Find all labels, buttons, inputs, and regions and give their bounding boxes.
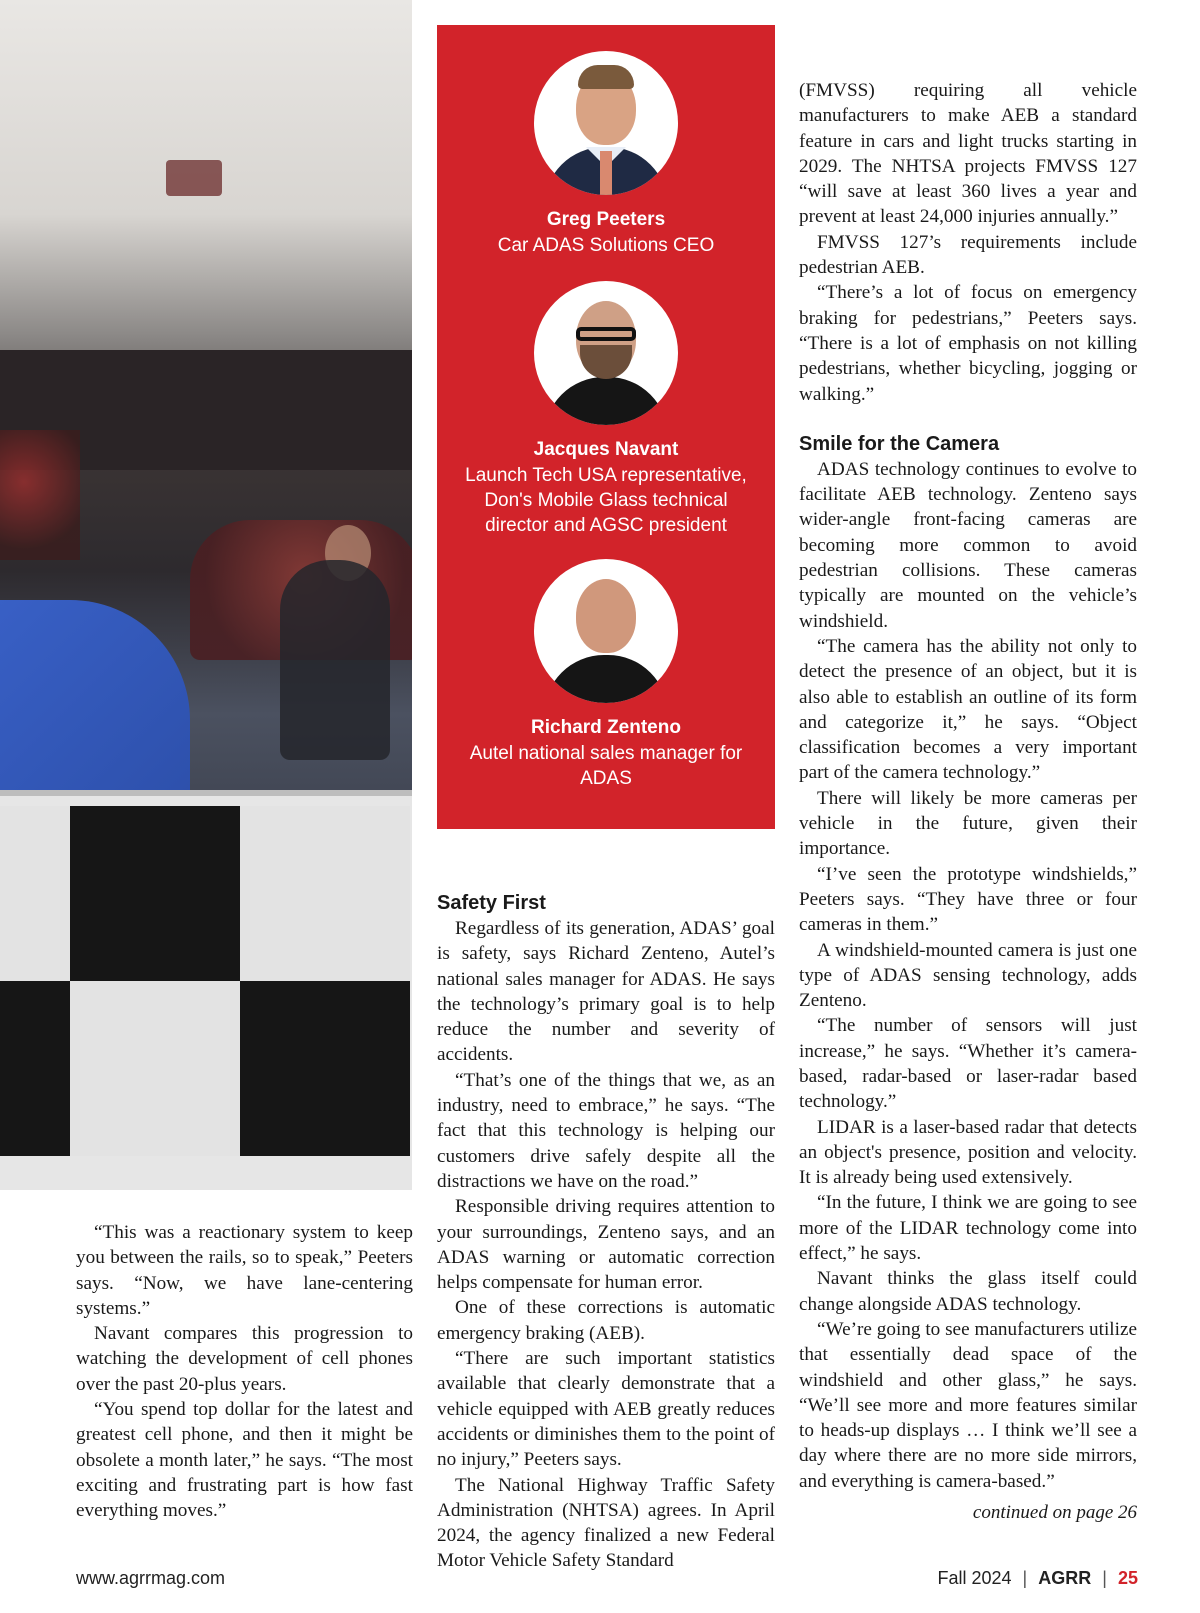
profile-name: Richard Zenteno (531, 717, 681, 738)
headshot-photo (534, 559, 678, 703)
profile-title: Launch Tech USA representative, Don's Mobile Glass technical director and AGSC president (465, 465, 747, 536)
body-paragraph: Regardless of its generation, ADAS’ goal is safety, says Richard Zenteno, Autel’s national sales manager for ADAS. He says the technology’s primary goal is to help reduce the number and severity of accidents. (437, 918, 775, 1066)
article-column-3 (799, 78, 1137, 1525)
body-paragraph: “You spend top dollar for the latest and greatest cell phone, and then it might be obsolete a month later,” he says. “The most exciting and frustrating part is how fast everything moves.” (76, 1399, 413, 1522)
body-paragraph: ADAS technology continues to evolve to facilitate AEB technology. Zenteno says wider-angle front-facing cameras are becoming more common to avoid pedestrian collisions. These cameras typically are mounted on the vehicle’s windshield. (799, 458, 1137, 632)
profile-title: Autel national sales manager for ADAS (469, 743, 743, 789)
body-paragraph: “This was a reactionary system to keep you between the rails, so to speak,” Peeters says. “Now, we have lane-centering systems.” (76, 1222, 413, 1319)
body-paragraph: “We’re going to see manufacturers utilize that essentially dead space of the windshield and other glass,” he says. “We’ll see more and more features similar to heads-up displays … I think we’ll see a day where there are no more side mirrors, and everything is camera-based.” (799, 1318, 1137, 1492)
body-paragraph: “There are such important statistics available that clearly demonstrate that a vehicle equipped with AEB greatly reduces accidents or diminishes them to the point of no injury,” Peeters says. (437, 1348, 775, 1471)
magazine-brand: AGRR (1038, 1568, 1092, 1588)
profile-name: Jacques Navant (533, 439, 679, 460)
footer-page-info (937, 1568, 1138, 1589)
body-paragraph: A windshield-mounted camera is just one type of ADAS sensing technology, adds Zenteno. (799, 939, 1137, 1012)
body-paragraph: FMVSS 127’s requirements include pedestrian AEB. (799, 231, 1137, 279)
hair-graphic (578, 65, 634, 89)
footer-url: www.agrrmag.com (76, 1568, 226, 1588)
section-heading: Safety First (437, 892, 546, 914)
headshot-photo (534, 281, 678, 425)
profiles-sidebar (437, 25, 775, 829)
checker-square (0, 806, 70, 981)
checker-square (0, 981, 70, 1156)
profile-jacques-navant (437, 281, 775, 538)
body-paragraph: LIDAR is a laser-based radar that detects an object's presence, position and velocity. It is already being used extensively. (799, 1116, 1137, 1189)
checker-square (70, 981, 240, 1156)
section-heading: Smile for the Camera (799, 432, 1000, 455)
calibration-target-board (0, 790, 412, 1190)
person-graphic (280, 560, 390, 760)
car-graphic (0, 430, 80, 560)
checker-square (70, 806, 240, 981)
body-paragraph: (FMVSS) requiring all vehicle manufacturers to make AEB a standard feature in cars and light trucks starting in 2029. The NHTSA projects FMVSS 127 “will save at least 360 lives a year and prevent at least 24,000 injuries annually.” (799, 80, 1137, 228)
body-paragraph: “The number of sensors will just increase,” he says. “Whether it’s camera-based, radar-based or laser-radar based technology.” (799, 1015, 1137, 1113)
profile-greg-peeters (437, 51, 775, 258)
profile-title: Car ADAS Solutions CEO (497, 235, 715, 256)
shirt-graphic (544, 377, 668, 425)
profile-name: Greg Peeters (546, 209, 666, 230)
glasses-graphic (576, 327, 636, 341)
body-paragraph: “The camera has the ability not only to detect the presence of an object, but it is also able to establish an outline of its form and categorize it,” he says. “Object classification becomes a very important part of the camera technology.” (799, 635, 1137, 784)
body-paragraph: “In the future, I think we are going to see more of the LIDAR technology come into effect,” he says. (799, 1192, 1137, 1265)
body-paragraph: “I’ve seen the prototype windshields,” Peeters says. “They have three or four cameras in them.” (799, 863, 1137, 936)
checker-square (240, 806, 410, 981)
page-number: 25 (1117, 1568, 1138, 1588)
body-paragraph: There will likely be more cameras per vehicle in the future, given their importance. (799, 787, 1137, 860)
body-paragraph: “That’s one of the things that we, as an industry, need to embrace,” he says. “The fact that this technology is helping our customers drive safely despite all the distractions we have on the road.” (437, 1069, 775, 1192)
body-paragraph: Responsible driving requires attention to your surroundings, Zenteno says, and an ADAS warning or automatic correction helps compensate for human error. (437, 1196, 775, 1294)
footer-separator: | (1022, 1568, 1028, 1588)
footer-separator: | (1102, 1568, 1107, 1588)
continued-note: continued on page 26 (972, 1502, 1137, 1524)
body-paragraph: Navant compares this progression to watching the development of cell phones over the past 20-plus years. (76, 1323, 413, 1395)
issue-label: Fall 2024 (937, 1568, 1012, 1588)
article-column-1 (76, 1220, 413, 1524)
body-paragraph: The National Highway Traffic Safety Administration (NHTSA) agrees. In April 2024, the agency finalized a new Federal Motor Vehicle Safety Standard (437, 1474, 775, 1572)
profile-richard-zenteno (437, 559, 775, 791)
exit-sign-graphic (166, 160, 222, 196)
wall-sign-graphic (0, 245, 70, 355)
face-graphic (576, 579, 636, 653)
tie-graphic (600, 151, 612, 195)
article-column-2 (437, 890, 775, 1574)
article-photo (0, 0, 412, 1190)
shirt-graphic (544, 655, 668, 703)
body-paragraph: Navant thinks the glass itself could change alongside ADAS technology. (799, 1268, 1137, 1315)
headshot-photo (534, 51, 678, 195)
body-paragraph: One of these corrections is automatic emergency braking (AEB). (437, 1297, 775, 1344)
body-paragraph: “There’s a lot of focus on emergency braking for pedestrians,” Peeters says. “There is a lot of emphasis on not killing pedestrians, whether bicycling, jogging or walking.” (799, 282, 1137, 405)
beard-graphic (580, 345, 632, 379)
checker-square (240, 981, 410, 1156)
